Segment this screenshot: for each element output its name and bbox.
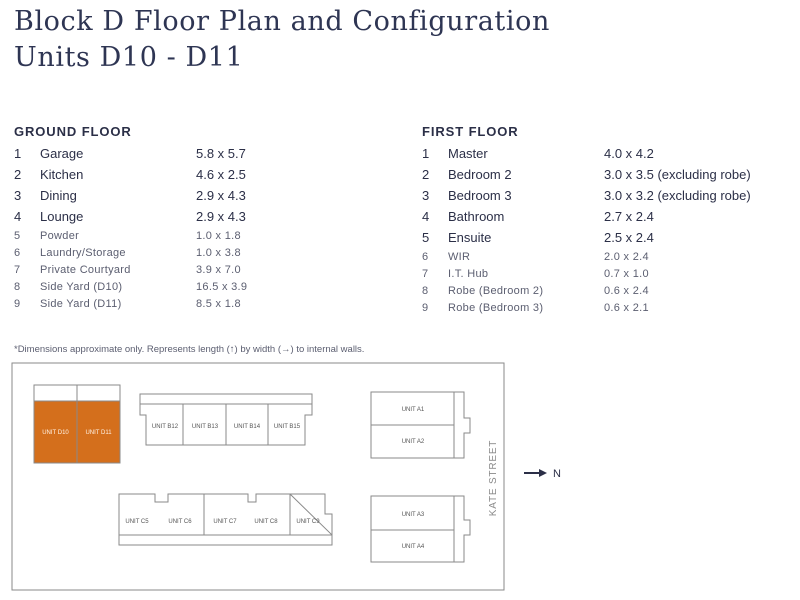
unit-c7-label: UNIT C7 <box>213 519 237 525</box>
title-line-2: Units D10 - D11 <box>14 42 244 73</box>
unit-b13-label: UNIT B13 <box>191 424 219 430</box>
room-dimensions: 2.7 x 2.4 <box>604 209 654 224</box>
room-row <box>422 282 800 299</box>
room-row <box>422 248 800 265</box>
room-number: 5 <box>422 230 430 245</box>
room-dimensions: 2.9 x 4.3 <box>196 188 246 203</box>
unit-d10-label: UNIT D10 <box>42 430 69 436</box>
room-name: Dining <box>40 188 77 203</box>
room-dimensions: 3.0 x 3.2 (excluding robe) <box>604 188 751 203</box>
room-number: 4 <box>422 209 430 224</box>
room-name: Side Yard (D10) <box>40 280 123 293</box>
room-row <box>14 164 394 185</box>
room-name: Ensuite <box>448 230 492 245</box>
room-row <box>422 164 800 185</box>
room-dimensions: 2.0 x 2.4 <box>604 250 649 263</box>
room-row <box>422 227 800 248</box>
dimensions-note <box>14 344 364 355</box>
title-line-1: Block D Floor Plan and Configuration <box>14 6 550 37</box>
room-name: Robe (Bedroom 2) <box>448 284 544 297</box>
first-floor-section <box>422 124 800 316</box>
room-row <box>14 227 394 244</box>
site-plan <box>0 360 800 600</box>
room-number: 9 <box>422 301 429 314</box>
room-dimensions: 4.6 x 2.5 <box>196 167 246 182</box>
room-name: I.T. Hub <box>448 267 489 280</box>
room-dimensions: 5.8 x 5.7 <box>196 146 246 161</box>
room-number: 1 <box>422 146 430 161</box>
room-name: Garage <box>40 146 84 161</box>
room-name: Powder <box>40 229 80 242</box>
room-row <box>14 206 394 227</box>
room-name: Laundry/Storage <box>40 246 126 259</box>
room-name: Kitchen <box>40 167 84 182</box>
first-floor-room-list <box>422 143 800 316</box>
room-number: 5 <box>14 229 21 242</box>
page-title <box>14 4 550 76</box>
room-row <box>422 143 800 164</box>
unit-c8-label: UNIT C8 <box>254 519 278 525</box>
room-dimensions: 3.9 x 7.0 <box>196 263 241 276</box>
room-number: 4 <box>14 209 22 224</box>
room-name: Side Yard (D11) <box>40 297 122 310</box>
note-text-end: ) to internal walls. <box>290 344 365 355</box>
room-name: Robe (Bedroom 3) <box>448 301 544 314</box>
room-number: 3 <box>422 188 430 203</box>
unit-a1-label: UNIT A1 <box>401 407 425 413</box>
room-number: 8 <box>14 280 21 293</box>
room-dimensions: 2.5 x 2.4 <box>604 230 654 245</box>
room-row <box>422 299 800 316</box>
room-dimensions: 8.5 x 1.8 <box>196 297 241 310</box>
block-a-south-courtyard <box>454 496 470 562</box>
room-number: 7 <box>14 263 21 276</box>
note-text-middle: ) by width ( <box>234 344 282 355</box>
street-label: KATE STREET <box>488 439 499 517</box>
room-dimensions: 0.6 x 2.1 <box>604 301 649 314</box>
room-name: WIR <box>448 250 471 263</box>
unit-b14-label: UNIT B14 <box>233 424 261 430</box>
right-arrow-icon: → <box>281 344 291 355</box>
unit-a3-label: UNIT A3 <box>401 512 425 518</box>
room-number: 9 <box>14 297 21 310</box>
up-arrow-icon: ↑ <box>229 344 235 355</box>
block-b-courtyard <box>140 394 312 404</box>
room-row <box>14 244 394 261</box>
block-b <box>140 394 312 445</box>
room-dimensions: 3.0 x 3.5 (excluding robe) <box>604 167 751 182</box>
unit-c6-label: UNIT C6 <box>168 519 192 525</box>
room-number: 6 <box>14 246 21 259</box>
unit-a2-label: UNIT A2 <box>401 439 425 445</box>
block-d <box>34 385 120 463</box>
room-number: 2 <box>14 167 22 182</box>
block-c-courtyard <box>119 535 332 545</box>
unit-c9-label: UNIT C9 <box>296 519 320 525</box>
room-dimensions: 1.0 x 3.8 <box>196 246 241 259</box>
unit-c5-label: UNIT C5 <box>125 519 149 525</box>
room-number: 1 <box>14 146 22 161</box>
room-row <box>422 206 800 227</box>
room-row <box>14 185 394 206</box>
room-row <box>422 185 800 206</box>
room-name: Master <box>448 146 488 161</box>
room-row <box>14 295 394 312</box>
room-dimensions: 2.9 x 4.3 <box>196 209 246 224</box>
note-text-start: *Dimensions approximate only. Represents length ( <box>14 344 230 355</box>
north-arrow-icon <box>524 469 547 477</box>
first-floor-heading: FIRST FLOOR <box>422 124 519 139</box>
block-a <box>371 392 470 562</box>
block-c-outline <box>119 494 332 535</box>
room-name: Private Courtyard <box>40 263 131 276</box>
room-name: Bathroom <box>448 209 505 224</box>
room-number: 6 <box>422 250 429 263</box>
room-dimensions: 16.5 x 3.9 <box>196 280 248 293</box>
room-number: 8 <box>422 284 429 297</box>
north-label: N <box>553 468 561 480</box>
unit-d11-label: UNIT D11 <box>85 430 112 436</box>
block-a-north-courtyard <box>454 392 470 458</box>
unit-b12-label: UNIT B12 <box>151 424 179 430</box>
unit-a4-label: UNIT A4 <box>401 544 425 550</box>
room-dimensions: 0.7 x 1.0 <box>604 267 649 280</box>
room-dimensions: 1.0 x 1.8 <box>196 229 241 242</box>
room-row <box>14 143 394 164</box>
room-name: Lounge <box>40 209 84 224</box>
room-row <box>14 278 394 295</box>
room-dimensions: 4.0 x 4.2 <box>604 146 654 161</box>
room-name: Bedroom 3 <box>448 188 512 203</box>
room-row <box>14 261 394 278</box>
room-dimensions: 0.6 x 2.4 <box>604 284 649 297</box>
room-number: 3 <box>14 188 22 203</box>
room-number: 2 <box>422 167 430 182</box>
room-name: Bedroom 2 <box>448 167 512 182</box>
room-row <box>422 265 800 282</box>
ground-floor-room-list <box>14 143 394 312</box>
unit-b15-label: UNIT B15 <box>273 424 301 430</box>
ground-floor-heading: GROUND FLOOR <box>14 124 132 139</box>
room-number: 7 <box>422 267 429 280</box>
ground-floor-section <box>14 124 394 312</box>
